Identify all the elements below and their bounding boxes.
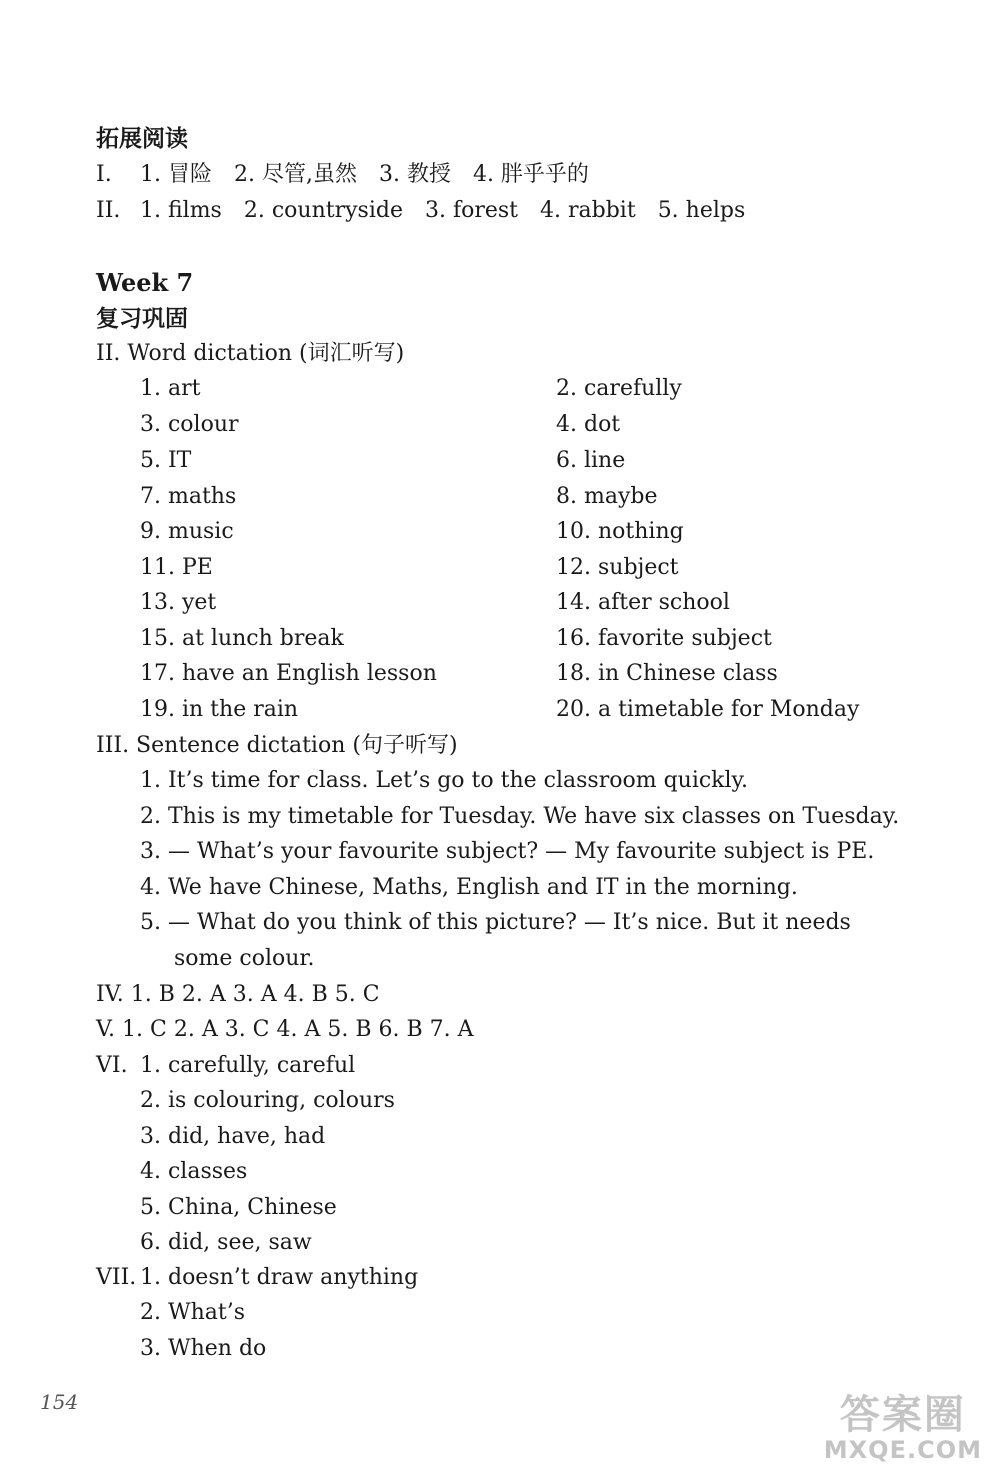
extended-row-1 [96, 160, 589, 190]
word-item: 10. nothing [556, 519, 684, 544]
word-item: 15. at lunch break [140, 626, 344, 651]
word-item: 4. dot [556, 412, 621, 437]
watermark-logo [824, 1393, 982, 1463]
word-item: 13. yet [140, 590, 217, 615]
answer-item: 2. 尽管,虽然 [233, 162, 357, 187]
section-vi-item: 4. classes [140, 1159, 248, 1184]
word-item: 2. carefully [556, 376, 682, 401]
section-vi-item: 3. did, have, had [140, 1124, 326, 1149]
word-item: 6. line [556, 448, 626, 473]
section-vi-label: VI. [96, 1053, 128, 1078]
word-item: 11. PE [140, 555, 213, 580]
answer-item: 2. countryside [243, 198, 403, 223]
extended-row-2 [96, 196, 745, 226]
word-item: 12. subject [556, 555, 679, 580]
watermark-line-2: MXQE.COM [823, 1436, 982, 1464]
sentence-item: 4. We have Chinese, Maths, English and IT in the morning. [140, 875, 798, 900]
section-vii-item: 2. What’s [140, 1300, 246, 1325]
answer-item: 4. rabbit [540, 198, 636, 223]
word-item: 17. have an English lesson [140, 661, 437, 686]
section-vi-item: 2. is colouring, colours [140, 1088, 395, 1113]
answer-item: 3. 教授 [378, 162, 451, 187]
section-heading-review: 复习巩固 [96, 305, 188, 332]
sentence-dictation-heading: III. Sentence dictation (句子听写) [96, 733, 458, 758]
roman-label: II. [96, 198, 121, 223]
sentence-item: 5. — What do you think of this picture? — It’s nice. But it needs [140, 910, 851, 935]
answer-item: 3. forest [424, 198, 519, 223]
section-vii-label: VII. [96, 1265, 137, 1290]
answer-item: 5. helps [657, 198, 746, 223]
word-dictation-heading: II. Word dictation (词汇听写) [96, 341, 405, 366]
word-item: 14. after school [556, 590, 730, 615]
word-item: 9. music [140, 519, 234, 544]
word-item: 1. art [140, 376, 201, 401]
word-item: 7. maths [140, 484, 237, 509]
week-title: Week 7 [96, 268, 194, 297]
section-vi-item: 5. China, Chinese [140, 1195, 337, 1220]
answer-item: 1. films [140, 198, 222, 223]
sentence-item-continuation: some colour. [174, 946, 315, 971]
word-item: 18. in Chinese class [556, 661, 778, 686]
section-heading-extended-reading: 拓展阅读 [96, 125, 188, 152]
section-iv-answers: IV. 1. B 2. A 3. A 4. B 5. C [96, 982, 380, 1007]
sentence-item: 3. — What’s your favourite subject? — My favourite subject is PE. [140, 839, 875, 864]
section-v-answers: V. 1. C 2. A 3. C 4. A 5. B 6. B 7. A [96, 1017, 474, 1042]
sentence-item: 1. It’s time for class. Let’s go to the classroom quickly. [140, 768, 749, 793]
answer-item: 1. 冒险 [140, 162, 212, 187]
section-vi-item: 1. carefully, careful [140, 1053, 356, 1078]
sentence-item: 2. This is my timetable for Tuesday. We have six classes on Tuesday. [140, 804, 900, 829]
word-item: 5. IT [140, 448, 192, 473]
page-number: 154 [40, 1390, 79, 1414]
watermark-line-1: 答案圈 [839, 1392, 966, 1438]
word-item: 3. colour [140, 412, 239, 437]
word-item: 8. maybe [556, 484, 658, 509]
roman-label: I. [96, 162, 112, 187]
section-vi-item: 6. did, see, saw [140, 1230, 312, 1255]
section-vii-item: 3. When do [140, 1336, 267, 1361]
section-vii-item: 1. doesn’t draw anything [140, 1265, 419, 1290]
word-item: 19. in the rain [140, 697, 299, 722]
word-item: 20. a timetable for Monday [556, 697, 860, 722]
word-item: 16. favorite subject [556, 626, 772, 651]
answer-item: 4. 胖乎乎的 [472, 162, 589, 187]
